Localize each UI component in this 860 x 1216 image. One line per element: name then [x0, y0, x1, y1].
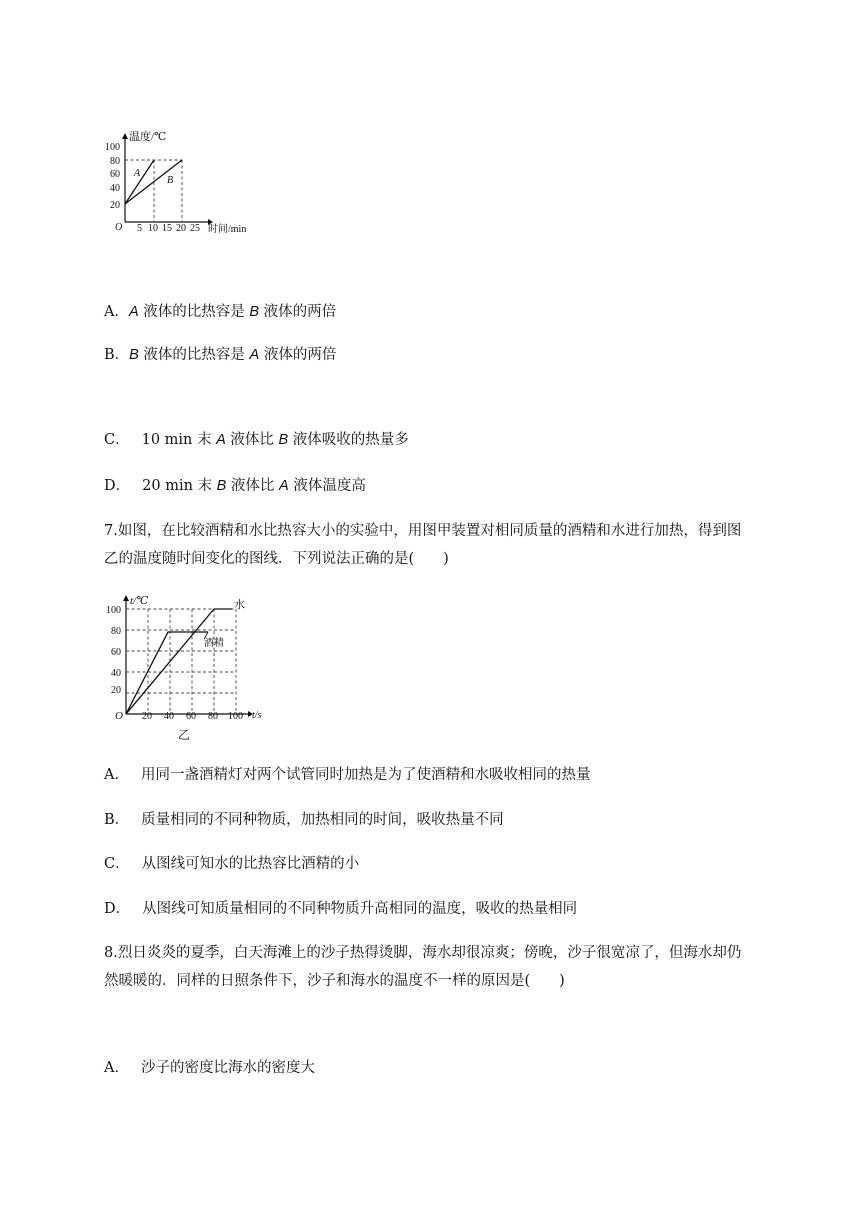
option-var: A — [216, 432, 226, 448]
option-text: 液体的比热容是 — [138, 347, 250, 363]
option-text: 液体的两倍 — [259, 347, 337, 363]
option-prefix: 20 min 末 — [142, 478, 217, 494]
option-letter: C． — [104, 856, 130, 872]
figure1-label-a: A — [134, 168, 141, 179]
figure2-y-label: t/℃ — [130, 595, 149, 607]
figure1-label-b: B — [167, 175, 174, 186]
q8-option-a[interactable] — [104, 1058, 315, 1078]
figure2-x-label: t/s — [252, 710, 262, 721]
option-text: 从图线可知水的比热容比酒精的小 — [141, 856, 360, 872]
figure2-y-ticks — [106, 605, 121, 696]
figure2-x-ticks — [142, 711, 243, 722]
q7-option-b[interactable] — [104, 810, 504, 830]
figure1-xtick: 25 — [190, 223, 200, 234]
figure1-x-label: 时间/min — [208, 224, 247, 235]
option-letter: B． — [104, 347, 130, 363]
figure2-y-arrow — [123, 595, 129, 601]
figure2-origin: O — [115, 710, 123, 722]
figure1-y-ticks — [105, 142, 120, 211]
figure2-xtick: 80 — [208, 711, 218, 722]
q6-option-a[interactable] — [104, 302, 336, 322]
option-letter: A． — [104, 1060, 129, 1076]
option-prefix: 10 min 末 — [141, 432, 217, 448]
q7-option-c[interactable] — [104, 854, 359, 874]
q7-option-a[interactable] — [104, 765, 590, 785]
option-text: 液体的比热容是 — [138, 304, 250, 320]
option-text: 液体温度高 — [288, 478, 366, 494]
figure1-xtick: 5 — [137, 223, 142, 234]
figure-temperature-time-water-alcohol — [100, 592, 280, 744]
option-text: 从图线可知质量相同的不同种物质升高相同的温度，吸收的热量相同 — [142, 901, 578, 917]
figure2-ytick: 60 — [111, 647, 121, 658]
option-var: B — [278, 432, 289, 448]
option-letter: C． — [104, 432, 130, 448]
figure2-grid — [126, 609, 236, 714]
q6-option-c[interactable] — [104, 430, 409, 450]
option-letter: A． — [104, 767, 129, 783]
option-text: 用同一盏酒精灯对两个试管同时加热是为了使酒精和水吸收相同的热量 — [140, 767, 591, 783]
option-var: A — [249, 347, 260, 363]
figure1-ytick: 40 — [110, 183, 120, 194]
option-var: B — [129, 347, 139, 363]
q7-option-d[interactable] — [104, 899, 577, 919]
option-var: B — [216, 478, 227, 494]
figure1-line-b — [125, 160, 182, 204]
option-text: 液体比 — [225, 432, 279, 448]
figure2-label-alcohol: 酒精 — [204, 638, 224, 649]
option-letter: B． — [104, 812, 130, 828]
figure1-x-ticks — [137, 223, 200, 234]
figure1-origin: O — [115, 222, 123, 233]
figure2-ytick: 100 — [106, 605, 121, 616]
figure2-ytick: 80 — [111, 626, 121, 637]
option-text: 液体比 — [226, 478, 280, 494]
q7-stem: 7.如图，在比较酒精和水比热容大小的实验中，用图甲装置对相同质量的酒精和水进行加热，得到图乙的温度随时间变化的图线．下列说法正确的是( ) — [104, 523, 742, 567]
figure1-y-label: 温度/℃ — [129, 131, 167, 143]
figure2-ytick: 20 — [111, 685, 121, 696]
figure2-xtick: 60 — [186, 711, 196, 722]
figure2-xtick: 20 — [142, 711, 152, 722]
figure1-ytick: 80 — [110, 156, 120, 167]
option-text: 液体的两倍 — [259, 304, 337, 320]
option-var: A — [128, 304, 139, 320]
figure1-y-arrow — [122, 133, 128, 139]
option-text: 沙子的密度比海水的密度大 — [140, 1060, 315, 1076]
figure2-caption: 乙 — [178, 728, 191, 742]
figure2-label-water: 水 — [234, 599, 245, 611]
figure2-line-alcohol — [126, 632, 208, 714]
option-var: A — [279, 478, 289, 494]
figure2-xtick: 40 — [164, 711, 174, 722]
figure1-line-a — [125, 160, 154, 204]
option-letter: D． — [104, 478, 131, 494]
figure1-xtick: 20 — [176, 223, 186, 234]
figure1-ytick: 100 — [105, 142, 120, 153]
option-letter: D． — [104, 901, 131, 917]
option-text: 质量相同的不同种物质，加热相同的时间，吸收热量不同 — [141, 812, 504, 828]
figure2-xtick: 100 — [228, 711, 243, 722]
q6-option-d[interactable] — [104, 476, 366, 496]
q6-option-b[interactable] — [104, 345, 336, 365]
figure-temperature-time-ab — [100, 128, 270, 240]
figure1-ytick: 60 — [110, 169, 120, 180]
figure2-line-water — [126, 609, 232, 714]
figure2-ytick: 40 — [111, 668, 121, 679]
figure1-ytick: 20 — [110, 200, 120, 211]
q8-stem: 8.烈日炎炎的夏季，白天海滩上的沙子热得烫脚，海水却很凉爽；傍晚，沙子很宽凉了，但海水却仍然暖暖的．同样的日照条件下，沙子和海水的温度不一样的原因是( ) — [104, 945, 742, 989]
figure1-xtick: 10 — [148, 223, 158, 234]
figure1-xtick: 15 — [162, 223, 172, 234]
option-letter: A． — [104, 304, 129, 320]
option-var: B — [249, 304, 260, 320]
option-text: 液体吸收的热量多 — [288, 432, 409, 448]
